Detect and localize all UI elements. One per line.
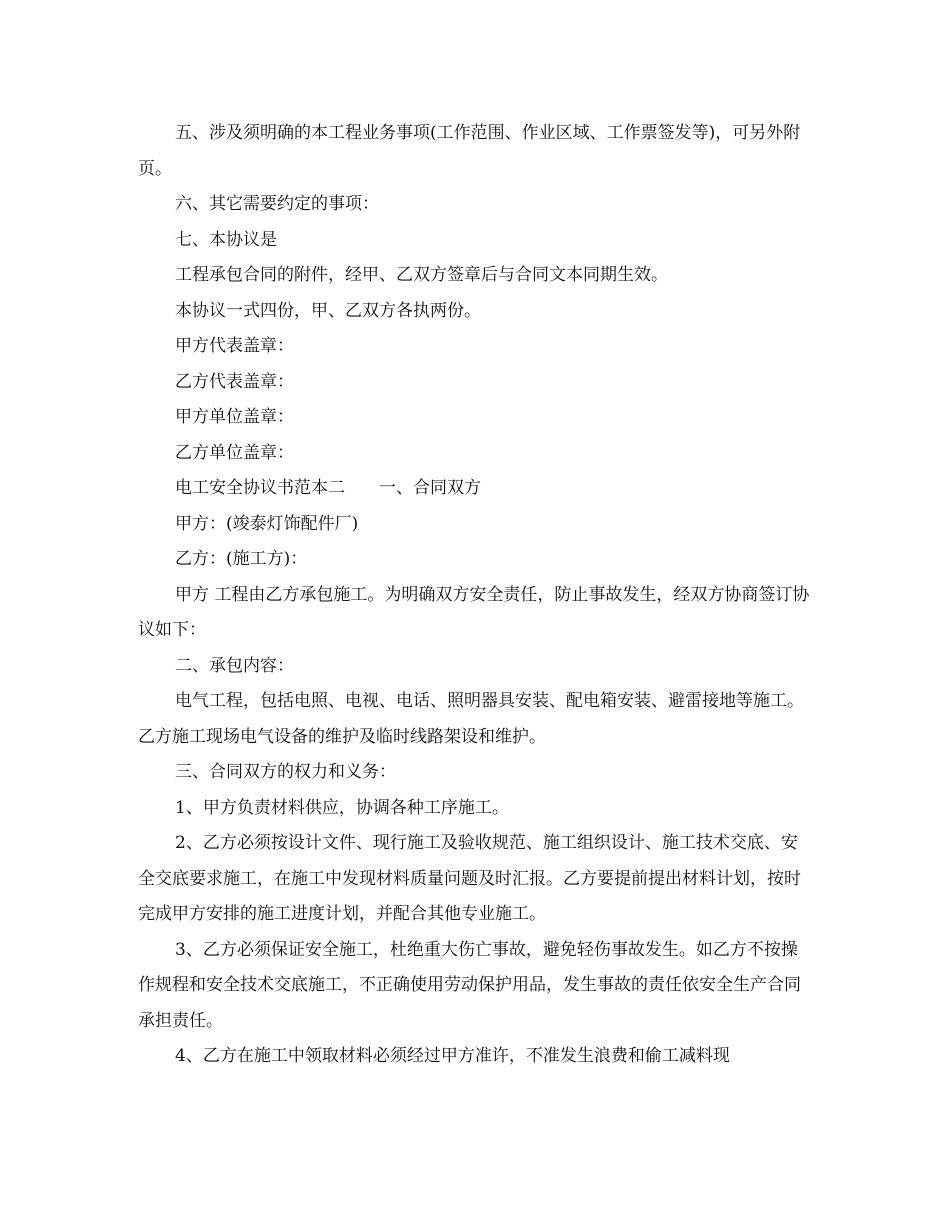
paragraph-attachment-note: 工程承包合同的附件，经甲、乙双方签章后与合同文本同期生效。 [175, 265, 668, 285]
paragraph-preamble: 甲方 工程由乙方承包施工。为明确双方安全责任，防止事故发生，经双方协商签订协议如下： [138, 584, 810, 640]
section-rights-heading: 三、合同双方的权力和义务： [175, 762, 396, 782]
clause-3: 3、乙方必须保证安全施工，杜绝重大伤亡事故，避免轻伤事故发生。如乙方不按操作规程和安全技术交底施工，不正确使用劳动保护用品，发生事故的责任依安全生产合同承担责任。 [138, 939, 801, 1031]
party-b-name: 乙方：(施工方)： [175, 549, 308, 569]
party-a-unit-seal: 甲方单位盖章： [175, 407, 294, 427]
paragraph-copies: 本协议一式四份，甲、乙双方各执两份。 [175, 300, 481, 321]
party-b-unit-seal: 乙方单位盖章： [175, 442, 294, 463]
paragraph-section-7: 七、本协议是 [175, 229, 277, 250]
clause-2: 2、乙方必须按设计文件、现行施工及验收规范、施工组织设计、施工技术交底、安全交底要求施工，在施工中发现材料质量问题及时汇报。乙方要提前提出材料计划，按时完成甲方安排的施工进度计划，并配合其他专业施工。 [138, 833, 801, 924]
paragraph-section-5: 五、涉及须明确的本工程业务事项(工作范围、作业区域、工作票签发等)，可另外附页。 [138, 123, 801, 179]
party-b-representative-seal: 乙方代表盖章： [175, 371, 294, 392]
party-a-name: 甲方：(竣泰灯饰配件厂) [175, 513, 359, 534]
template-two-heading: 电工安全协议书范本二 一、合同双方 [175, 478, 481, 498]
clause-1: 1、甲方负责材料供应，协调各种工序施工。 [175, 797, 509, 818]
clause-4: 4、乙方在施工中领取材料必须经过甲方准许，不准发生浪费和偷工减料现 [175, 1046, 730, 1066]
section-scope-heading: 二、承包内容： [175, 655, 294, 676]
paragraph-scope: 电气工程，包括电照、电视、电话、照明器具安装、配电箱安装、避雷接地等施工。乙方施工现场电气设备的维护及临时线路架设和维护。 [138, 691, 804, 747]
paragraph-section-6: 六、其它需要约定的事项： [175, 194, 379, 214]
party-a-representative-seal: 甲方代表盖章： [175, 336, 294, 356]
